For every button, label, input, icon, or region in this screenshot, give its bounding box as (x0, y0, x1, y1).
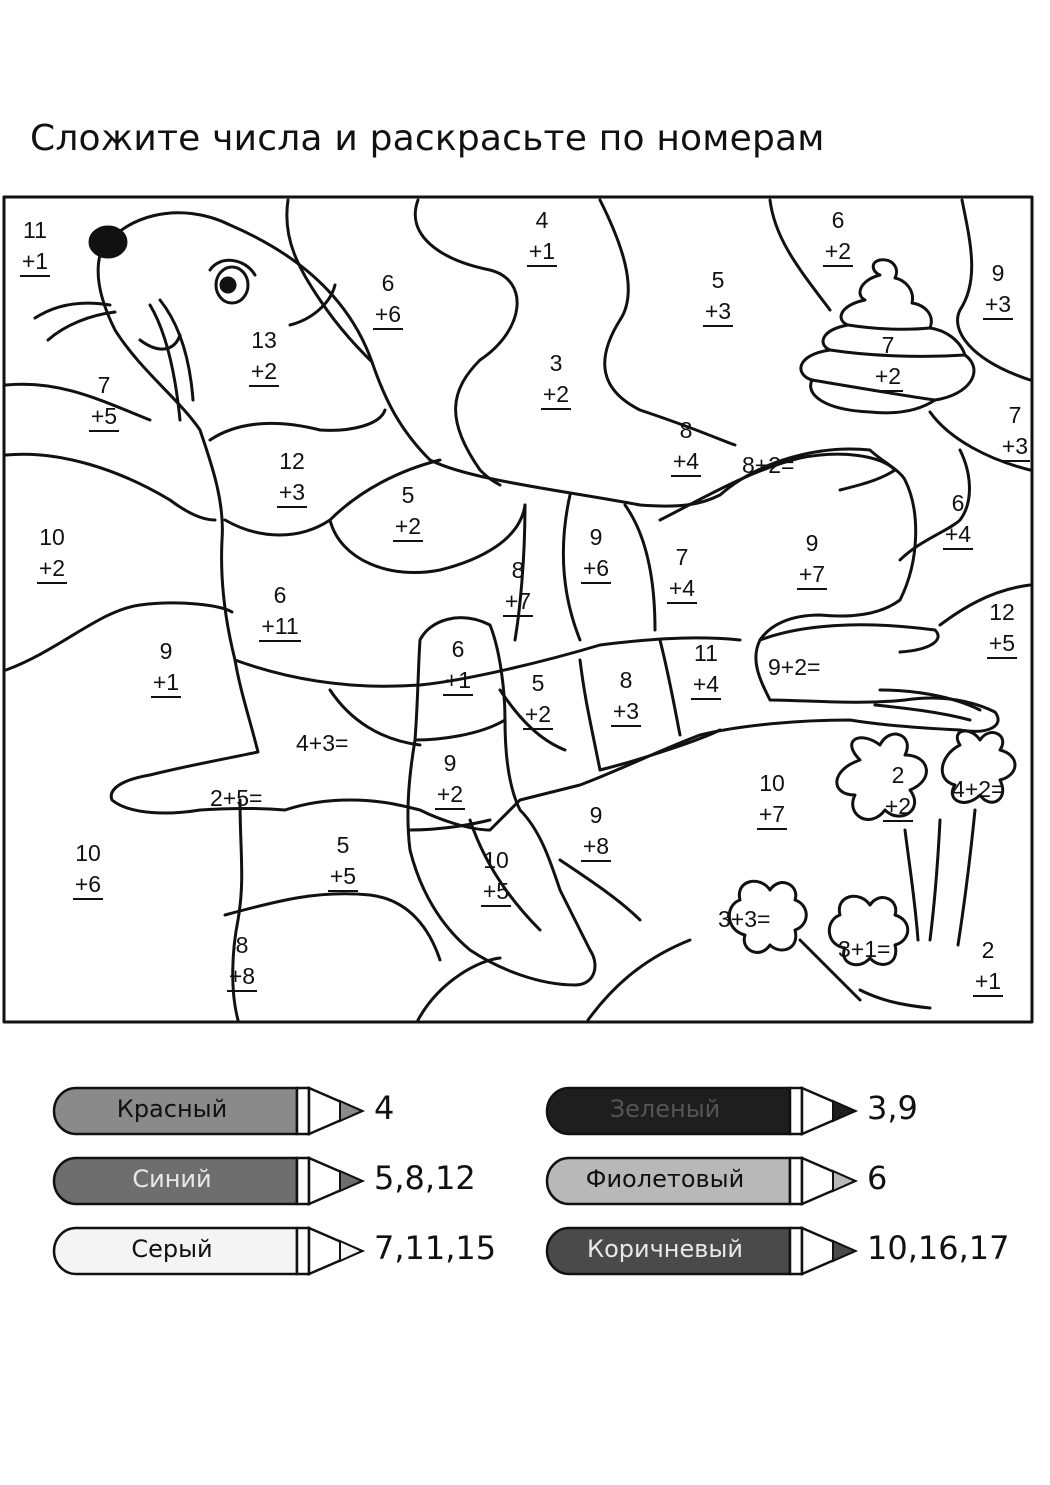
addition-problem (234, 325, 294, 387)
addition-problem (656, 415, 716, 477)
problem-second-addend: +1 (973, 967, 1003, 997)
seal-mouth (140, 335, 180, 349)
addition-problem (928, 488, 988, 550)
pencil-color-label: Синий (132, 1165, 212, 1193)
problem-second-addend: +4 (671, 447, 701, 477)
problem-addend: 9 (589, 524, 603, 550)
pencil-color-label: Коричневый (587, 1235, 743, 1263)
legend-entry (545, 1155, 1025, 1207)
problem-second-addend: +5 (987, 629, 1017, 659)
seal-tail (760, 625, 938, 652)
seal-tail-line (875, 705, 970, 720)
problem-second-addend: +2 (541, 380, 571, 410)
problem-second-addend: +7 (503, 587, 533, 617)
problem-second-addend: +8 (581, 832, 611, 862)
addition-problem (74, 370, 134, 432)
problem-second-addend: +11 (259, 612, 300, 642)
problem-second-addend: +2 (37, 554, 67, 584)
addition-problem (488, 555, 548, 617)
problem-addend: 2 (891, 762, 905, 788)
problem-second-addend: +2 (249, 357, 279, 387)
legend-entry (52, 1085, 532, 1137)
addition-problem (136, 636, 196, 698)
seal-line (625, 505, 655, 630)
addition-problem (378, 480, 438, 542)
problem-addend: 8 (679, 417, 693, 443)
legend-numbers: 4 (374, 1089, 395, 1127)
problem-addend: 10 (759, 770, 785, 796)
addition-problem (5, 215, 65, 277)
problem-addend: 6 (381, 270, 395, 296)
problem-addend: 7 (1008, 402, 1022, 428)
problem-addend: 6 (451, 636, 465, 662)
pencil-color-label: Серый (131, 1235, 213, 1263)
legend-numbers: 7,11,15 (374, 1229, 497, 1267)
problem-addend: 3 (549, 350, 563, 376)
legend-numbers: 10,16,17 (867, 1229, 1010, 1267)
problem-addend: 9 (159, 638, 173, 664)
problem-addend: 11 (23, 217, 47, 243)
problem-addend: 4 (535, 207, 549, 233)
addition-problem (58, 838, 118, 900)
problem-addend: 13 (251, 327, 277, 353)
addition-problem (526, 348, 586, 410)
problem-second-addend: +6 (581, 554, 611, 584)
pencil-color-label: Фиолетовый (585, 1165, 745, 1193)
problem-second-addend: +2 (523, 700, 553, 730)
problem-second-addend: +1 (527, 237, 557, 267)
wave-line (6, 603, 232, 670)
problem-second-addend: +1 (443, 666, 473, 696)
problem-second-addend: +3 (1000, 432, 1030, 462)
legend-numbers: 6 (867, 1159, 888, 1197)
addition-problem (466, 845, 526, 907)
equation-label: 8+2= (742, 452, 795, 478)
problem-addend: 11 (694, 640, 718, 666)
addition-problem (358, 268, 418, 330)
problem-addend: 5 (711, 267, 725, 293)
problem-second-addend: +4 (691, 670, 721, 700)
addition-problem (676, 638, 736, 700)
problem-addend: 2 (981, 937, 995, 963)
problem-addend: 9 (991, 260, 1005, 286)
wave-line (418, 958, 500, 1020)
addition-problem (808, 205, 868, 267)
problem-second-addend: +5 (89, 402, 119, 432)
equation-label: 3+3= (718, 906, 771, 932)
addition-problem (782, 528, 842, 590)
problem-addend: 10 (75, 840, 101, 866)
problem-addend: 10 (39, 524, 65, 550)
addition-problem (262, 446, 322, 508)
wave-line (6, 454, 215, 520)
addition-problem (652, 542, 712, 604)
problem-second-addend: +5 (481, 877, 511, 907)
problem-second-addend: +3 (611, 697, 641, 727)
problem-addend: 6 (831, 207, 845, 233)
legend-entry (545, 1225, 1025, 1277)
equation-label: 2+5= (210, 785, 263, 811)
problem-second-addend: +2 (393, 512, 423, 542)
addition-problem (858, 330, 918, 392)
addition-problem (313, 830, 373, 892)
addition-problem (566, 522, 626, 584)
problem-second-addend: +1 (20, 247, 50, 277)
equation-label: 4+3= (296, 730, 349, 756)
problem-addend: 5 (531, 670, 545, 696)
problem-second-addend: +2 (823, 237, 853, 267)
problem-second-addend: +6 (373, 300, 403, 330)
legend-numbers: 3,9 (867, 1089, 918, 1127)
problem-addend: 8 (235, 932, 249, 958)
problem-addend: 9 (589, 802, 603, 828)
problem-addend: 8 (619, 667, 633, 693)
equation-label: 3+1= (838, 936, 891, 962)
addition-problem (688, 265, 748, 327)
problem-addend: 9 (805, 530, 819, 556)
addition-problem (250, 580, 310, 642)
problem-addend: 6 (951, 490, 965, 516)
addition-problem (985, 400, 1045, 462)
problem-second-addend: +7 (797, 560, 827, 590)
seal-flipper-line (415, 720, 505, 740)
problem-second-addend: +4 (943, 520, 973, 550)
problem-addend: 5 (336, 832, 350, 858)
seal-nose (90, 227, 126, 257)
seal-line (210, 410, 385, 440)
wave-line (588, 940, 690, 1020)
legend-entry (52, 1155, 532, 1207)
problem-addend: 7 (97, 372, 111, 398)
addition-problem (508, 668, 568, 730)
addition-problem (212, 930, 272, 992)
problem-second-addend: +8 (227, 962, 257, 992)
problem-addend: 10 (483, 847, 509, 873)
pencil-color-label: Красный (116, 1095, 228, 1123)
addition-problem (958, 935, 1018, 997)
problem-second-addend: +3 (277, 478, 307, 508)
problem-second-addend: +6 (73, 870, 103, 900)
problem-second-addend: +3 (983, 290, 1013, 320)
equation-label: 9+2= (768, 654, 821, 680)
legend-numbers: 5,8,12 (374, 1159, 476, 1197)
addition-problem (22, 522, 82, 584)
seal-whisker (48, 312, 115, 340)
problem-addend: 9 (443, 750, 457, 776)
problem-second-addend: +5 (328, 862, 358, 892)
problem-second-addend: +7 (757, 800, 787, 830)
stone-line (848, 325, 930, 329)
problem-second-addend: +2 (883, 792, 913, 822)
addition-problem (420, 748, 480, 810)
equation-label: 4+2= (952, 776, 1005, 802)
pencil-color-label: Зеленый (609, 1095, 721, 1123)
addition-problem (566, 800, 626, 862)
problem-addend: 7 (675, 544, 689, 570)
legend-entry (52, 1225, 532, 1277)
problem-addend: 12 (279, 448, 305, 474)
problem-second-addend: +4 (667, 574, 697, 604)
problem-second-addend: +2 (873, 362, 903, 392)
page-title: Сложите числа и раскрасьте по номерам (30, 118, 825, 159)
legend-entry (545, 1085, 1025, 1137)
seal-pupil (221, 278, 235, 292)
problem-addend: 8 (511, 557, 525, 583)
problem-addend: 6 (273, 582, 287, 608)
addition-problem (512, 205, 572, 267)
addition-problem (428, 634, 488, 696)
problem-addend: 12 (989, 599, 1015, 625)
problem-addend: 5 (401, 482, 415, 508)
problem-addend: 7 (881, 332, 895, 358)
addition-problem (972, 597, 1032, 659)
problem-second-addend: +2 (435, 780, 465, 810)
addition-problem (596, 665, 656, 727)
wave-line (415, 200, 517, 485)
addition-problem (868, 760, 928, 822)
addition-problem (968, 258, 1028, 320)
addition-problem (742, 768, 802, 830)
problem-second-addend: +1 (151, 668, 181, 698)
problem-second-addend: +3 (703, 297, 733, 327)
